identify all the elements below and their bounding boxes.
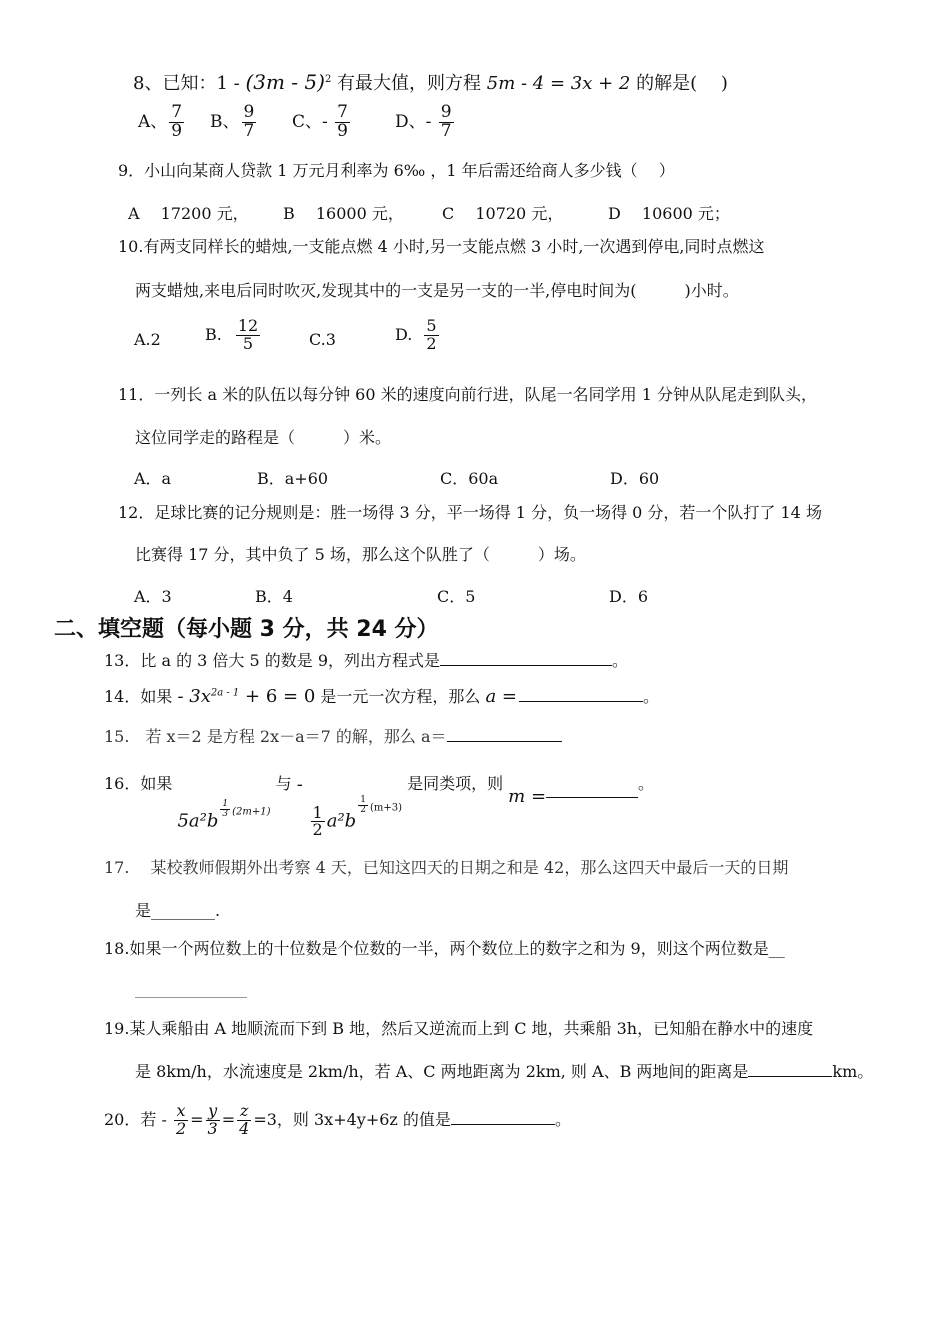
q13-text: 13．比 a 的 3 倍大 5 的数是 9，列出方程式是 xyxy=(104,651,441,670)
q19-line-2 xyxy=(135,1062,873,1081)
q17-line-1: 17. 某校教师假期外出考察 4 天，已知这四天的日期之和是 42，那么这四天中最后一天的日期 xyxy=(104,858,789,877)
q16-after: 是同类项，则 xyxy=(407,774,504,793)
q16-stem xyxy=(104,774,655,840)
q12-option-c[interactable]: C．5 xyxy=(437,587,476,606)
q8-option-a[interactable] xyxy=(138,104,186,141)
q11-option-b[interactable]: B．a+60 xyxy=(257,469,329,488)
q14-prefix: 14．如果 xyxy=(104,687,178,706)
q8-mid: 有最大值，则方程 xyxy=(331,73,487,94)
q8-option-d-den: 7 xyxy=(440,120,452,141)
q16-sign2: - xyxy=(296,774,309,795)
q14-exp: 2a - 1 xyxy=(210,687,240,699)
q8-option-b-label: B、 xyxy=(210,111,240,132)
q8-option-b[interactable] xyxy=(210,104,258,141)
q13-end: 。 xyxy=(612,651,629,670)
q10-option-d-label: D. xyxy=(395,324,413,344)
q8-stem xyxy=(133,70,728,95)
q14-rest: + 6 = 0 xyxy=(239,686,316,707)
q16-term2-base: a²b xyxy=(326,810,357,832)
q14-term: - 3x xyxy=(177,686,211,707)
q10-option-b-label: B. xyxy=(205,324,222,344)
q9-option-d[interactable]: D 10600 元； xyxy=(608,204,730,223)
q12-option-a[interactable]: A．3 xyxy=(134,587,172,606)
q10-option-d[interactable] xyxy=(395,318,441,353)
q8-option-c-den: 9 xyxy=(337,120,348,141)
q10-option-a[interactable]: A.2 xyxy=(134,330,161,349)
q20-frac2-num: y xyxy=(206,1103,220,1121)
q19-unit: km。 xyxy=(832,1062,874,1081)
q15-stem xyxy=(104,727,562,746)
q20-frac2-den: 3 xyxy=(207,1118,218,1138)
q16-exp1-den: 3 xyxy=(222,809,229,820)
q16-exp1-num: 1 xyxy=(222,799,229,809)
q16-term2 xyxy=(309,796,402,839)
q11-option-c[interactable]: C．60a xyxy=(440,469,499,488)
q10-option-d-num: 5 xyxy=(426,316,437,335)
q19-line-1: 19.某人乘船由 A 地顺流而下到 B 地，然后又逆流而上到 C 地，共乘船 3h，已知船在静水中的速度 xyxy=(104,1019,814,1038)
q20-eq3: =3，则 3x+4y+6z 的值是 xyxy=(253,1109,451,1129)
q10-option-b-den: 5 xyxy=(242,333,254,353)
q8-equation: 5m - 4 = 3x + 2 xyxy=(486,73,631,94)
q8-option-b-num: 9 xyxy=(243,102,255,122)
q8-option-c-label: C、 xyxy=(292,111,323,132)
q18-answer-blank[interactable] xyxy=(135,996,247,998)
q11-line-2: 这位同学走的路程是（ ）米。 xyxy=(135,428,392,447)
q12-option-d[interactable]: D．6 xyxy=(609,587,649,606)
q10-option-d-den: 2 xyxy=(426,333,437,353)
q9-option-c[interactable]: C 10720 元， xyxy=(442,204,564,223)
q8-option-d-num: 9 xyxy=(440,102,452,122)
q8-option-a-den: 9 xyxy=(171,120,183,141)
q16-term1 xyxy=(177,800,270,832)
q16-exp1-tail: (2m+1) xyxy=(232,806,271,818)
q19-answer-blank[interactable] xyxy=(748,1075,832,1077)
q15-text: 15. 若 x＝2 是方程 2x－a＝7 的解，那么 a＝ xyxy=(104,727,447,746)
q16-term1-base: 5a²b xyxy=(177,810,219,832)
q12-option-b[interactable]: B．4 xyxy=(255,587,293,606)
q14-mid: 是一元一次方程，那么 xyxy=(315,687,486,706)
q20-eq2: = xyxy=(221,1109,236,1129)
q8-option-c-num: 7 xyxy=(337,102,348,122)
q8-option-a-label: A、 xyxy=(138,111,168,132)
q20-stem xyxy=(104,1103,571,1138)
q20-frac3-den: 4 xyxy=(239,1118,250,1138)
q20-prefix: 20．若 - xyxy=(104,1109,172,1129)
q10-option-b-num: 12 xyxy=(237,316,259,335)
q16-coef-den: 2 xyxy=(312,820,323,840)
q18-line-1: 18.如果一个两位数上的十位数是个位数的一半，两个数位上的数字之和为 9，则这个两位数是__ xyxy=(104,939,785,958)
q20-frac3-num: z xyxy=(237,1103,251,1121)
q14-stem xyxy=(104,686,659,708)
q20-frac1-num: x xyxy=(174,1103,188,1121)
q16-end: 。 xyxy=(638,774,655,793)
q20-eq1: = xyxy=(190,1109,204,1129)
q8-option-a-num: 7 xyxy=(171,102,183,122)
q11-option-a[interactable]: A．a xyxy=(134,469,172,488)
q10-line-2: 两支蜡烛,来电后同时吹灭,发现其中的一支是另一支的一半,停电时间为( )小时。 xyxy=(135,281,739,300)
q13-answer-blank[interactable] xyxy=(440,664,612,666)
q16-prefix: 16．如果 xyxy=(104,774,173,793)
q8-option-d-sign: - xyxy=(425,111,437,132)
q9-stem: 9．小山向某商人贷款 1 万元月利率为 6‰ ，1 年后需还给商人多少钱（ ） xyxy=(118,161,675,180)
q8-option-d[interactable] xyxy=(395,104,456,141)
q16-answer-blank[interactable] xyxy=(546,796,638,798)
q8-option-c-sign: - xyxy=(322,111,334,132)
q8-option-b-den: 7 xyxy=(243,120,255,141)
section-heading: 二、填空题（每小题 3 分，共 24 分） xyxy=(54,617,439,642)
q8-option-c[interactable] xyxy=(292,104,352,141)
q16-var: m = xyxy=(508,786,547,807)
q8-option-d-label: D、 xyxy=(395,111,426,132)
q8-prefix: 8、已知：1 - xyxy=(133,73,246,94)
q19-line-2-text: 是 8km/h，水流速度是 2km/h，若 A、C 两地距离为 2km, 则 A、B 两地间的距离是 xyxy=(135,1062,749,1081)
q8-exp: 2 xyxy=(324,74,332,85)
q20-answer-blank[interactable] xyxy=(451,1123,555,1125)
q9-option-b[interactable]: B 16000 元， xyxy=(283,204,404,223)
q20-frac1-den: 2 xyxy=(175,1118,187,1138)
q16-exp2-tail: (m+3) xyxy=(369,802,402,814)
q12-line-2: 比赛得 17 分，其中负了 5 场，那么这个队胜了（ ）场。 xyxy=(135,545,586,564)
q14-answer-blank[interactable] xyxy=(519,700,643,702)
q11-option-d[interactable]: D．60 xyxy=(610,469,660,488)
q16-exp2-num: 1 xyxy=(360,795,366,805)
q17-line-2: 是________. xyxy=(135,901,221,920)
q16-mid: 与 xyxy=(275,774,292,793)
q8-expr: (3m - 5) xyxy=(245,70,325,94)
q16-exp2-den: 2 xyxy=(360,805,366,816)
q10-option-b[interactable] xyxy=(205,318,262,353)
q9-option-a[interactable]: A 17200 元， xyxy=(128,204,249,223)
q10-option-c[interactable]: C.3 xyxy=(309,330,336,349)
q14-var: a = xyxy=(485,686,518,707)
q10-line-1: 10.有两支同样长的蜡烛,一支能点燃 4 小时,另一支能点燃 3 小时,一次遇到停电,同时点燃这 xyxy=(118,237,765,256)
q20-end: 。 xyxy=(554,1109,571,1129)
q15-answer-blank[interactable] xyxy=(447,740,562,742)
q14-end: 。 xyxy=(643,687,660,706)
q11-line-1: 11．一列长 a 米的队伍以每分钟 60 米的速度向前行进，队尾一名同学用 1 分钟从队尾走到队头， xyxy=(118,385,817,404)
q8-suffix: 的解是( ) xyxy=(630,73,728,94)
q12-line-1: 12．足球比赛的记分规则是：胜一场得 3 分，平一场得 1 分，负一场得 0 分，若一个队打了 14 场 xyxy=(118,503,822,522)
q13-stem xyxy=(104,651,628,670)
q16-coef-num: 1 xyxy=(312,802,323,822)
